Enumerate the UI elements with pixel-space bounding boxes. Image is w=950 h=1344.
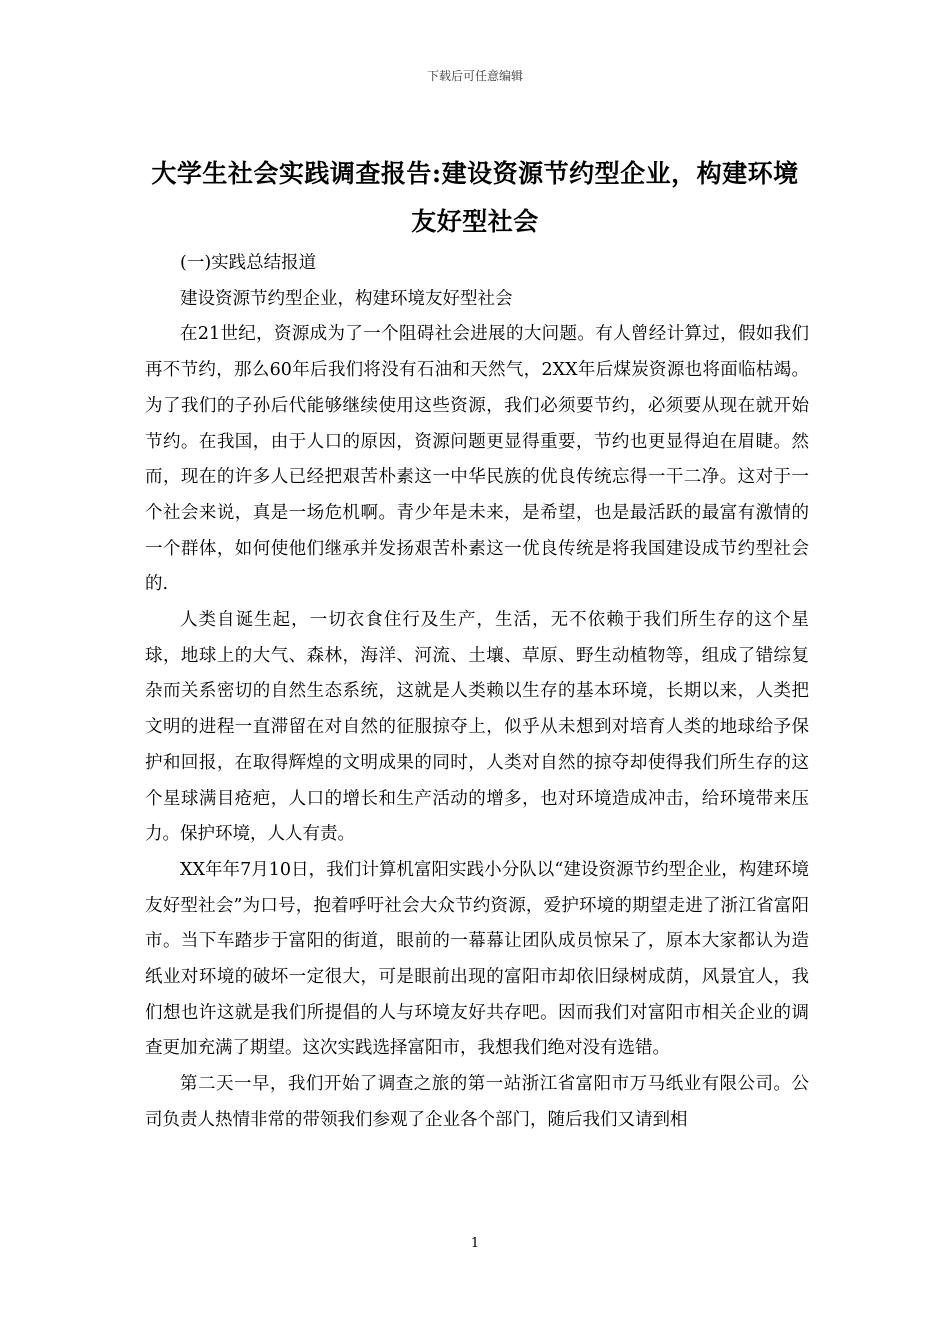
body-paragraph: 人类自诞生起，一切衣食住行及生产，生活，无不依赖于我们所生存的这个星球，地球上的大气、森林，海洋、河流、土壤、草原、野生动植物等，组成了错综复杂而关系密切的自然生态系统，这就是人类赖以生存的基本环境，长期以来，人类把文明的进程一直滞留在对自然的征服掠夺上，似乎从未想到对培育人类的地球给予保护和回报，在取得辉煌的文明成果的同时，人类对自然的掠夺却使得我们所生存的这个星球满目疮疤，人口的增长和生产活动的增多，也对环境造成冲击，给环境带来压力。保护环境，人人有责。 [145,610,809,845]
page-header: 下载后可任意编辑 [426,69,523,83]
page-number: 1 [470,1236,480,1251]
section-heading: (一)实践总结报道 [180,253,317,273]
body-paragraph: XX年年7月10日，我们计算机富阳实践小分队以“建设资源节约型企业，构建环境友好型社会”为口号，抱着呼吁社会大众节约资源，爱护环境的期望走进了浙江省富阳市。当下车踏步于富阳的街道，眼前的一幕幕让团队成员惊呆了，原本大家都认为造纸业对环境的破坏一定很大，可是眼前出现的富阳市却依旧绿树成荫，风景宜人，我们想也许这就是我们所提倡的人与环境友好共存吧。因而我们对富阳市相关企业的调查更加充满了期望。这次实践选择富阳市，我想我们绝对没有选错。 [145,859,809,1059]
document-body [145,246,809,1139]
subtitle-paragraph: 建设资源节约型企业，构建环境友好型社会 [180,288,513,309]
body-paragraph: 第二天一早，我们开始了调查之旅的第一站浙江省富阳市万马纸业有限公司。公司负责人热情非常的带领我们参观了企业各个部门，随后我们又请到相 [145,1074,809,1130]
document-title: 大学生社会实践调查报告:建设资源节约型企业，构建环境友好型社会 [151,159,799,236]
body-paragraph: 在21世纪，资源成为了一个阻碍社会进展的大问题。有人曾经计算过，假如我们再不节约，那么60年后我们将没有石油和天然气，2XX年后煤炭资源也将面临枯竭。为了我们的子孙后代能够继续使用这些资源，我们必须要节约，必须要从现在就开始节约。在我国，由于人口的原因，资源问题更显得重要，节约也更显得迫在眉睫。然而，现在的许多人已经把艰苦朴素这一中华民族的优良传统忘得一干二净。这对于一个社会来说，真是一场危机啊。青少年是未来，是希望，也是最活跃的最富有激情的一个群体，如何使他们继承并发扬艰苦朴素这一优良传统是将我国建设成节约型社会的. [145,324,809,595]
